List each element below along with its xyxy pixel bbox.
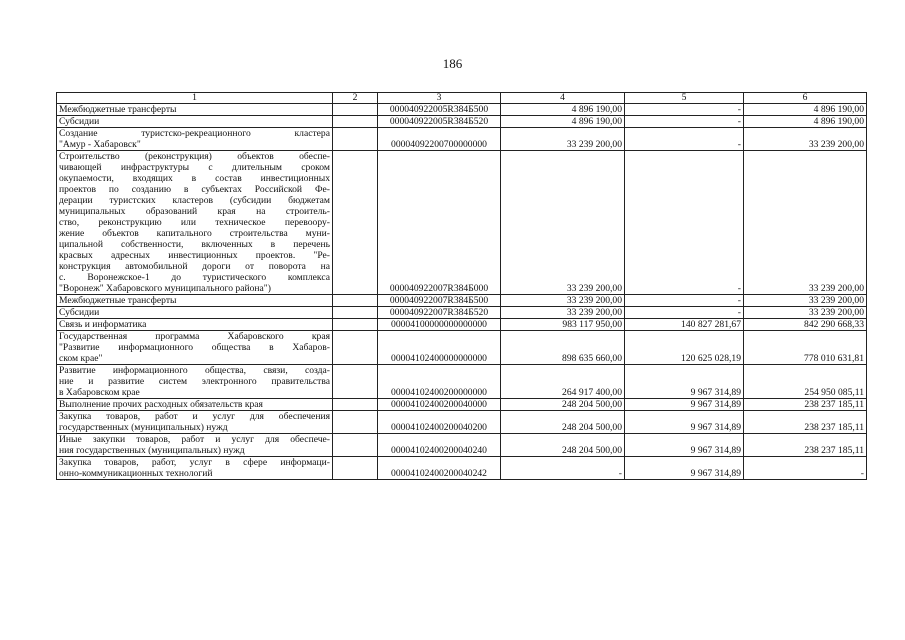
row-name-line: ском крае": [59, 353, 103, 364]
row-value-4: 264 917 400,00: [501, 365, 625, 399]
row-name: [57, 457, 333, 480]
row-value-6: 33 239 200,00: [744, 151, 867, 295]
row-value-6: 778 010 631,81: [744, 331, 867, 365]
row-value-4: 4 896 190,00: [501, 116, 625, 128]
row-value-5: -: [625, 128, 744, 151]
row-value-6: 238 237 185,11: [744, 411, 867, 434]
row-col2: [333, 104, 378, 116]
row-value-4: 248 204 500,00: [501, 399, 625, 411]
row-name-line: "Развитие информационного общества в Хабаров-: [59, 342, 330, 353]
row-value-5: 9 967 314,89: [625, 457, 744, 480]
row-value-5: 9 967 314,89: [625, 411, 744, 434]
row-name-line: Субсидии: [59, 116, 100, 127]
row-name-line: государственных (муниципальных) нужд: [59, 422, 228, 433]
row-name-line: "Воронеж" Хабаровского муниципального района"): [59, 283, 271, 294]
row-name: [57, 295, 333, 307]
column-header-4: 4: [501, 93, 625, 104]
row-col2: [333, 399, 378, 411]
row-name: [57, 319, 333, 331]
row-name: [57, 151, 333, 295]
row-col2: [333, 411, 378, 434]
row-value-4: 33 239 200,00: [501, 295, 625, 307]
row-col2: [333, 307, 378, 319]
row-col2: [333, 331, 378, 365]
column-header-1: 1: [57, 93, 333, 104]
row-value-5: 140 827 281,67: [625, 319, 744, 331]
column-header-2: 2: [333, 93, 378, 104]
row-name-line: ния государственных (муниципальных) нужд: [59, 445, 245, 456]
row-name-line: окупаемости, входящих в состав инвестиционных: [59, 173, 330, 184]
row-name: [57, 331, 333, 365]
row-name-line: "Амур - Хабаровск": [59, 139, 141, 150]
row-value-4: 4 896 190,00: [501, 104, 625, 116]
row-col2: [333, 295, 378, 307]
row-name-line: чивающей инфраструктуры с длительным сроком: [59, 162, 330, 173]
row-col2: [333, 434, 378, 457]
table-body: [57, 104, 867, 480]
row-name-line: Субсидии: [59, 307, 100, 318]
table-row: [57, 116, 867, 128]
row-value-4: -: [501, 457, 625, 480]
row-code: 00004102400000000000: [378, 331, 501, 365]
row-name-line: в Хабаровском крае: [59, 387, 140, 398]
column-header-3: 3: [378, 93, 501, 104]
row-col2: [333, 128, 378, 151]
row-code: 000040922005R384Б500: [378, 104, 501, 116]
row-code: 000040922005R384Б520: [378, 116, 501, 128]
row-name: [57, 411, 333, 434]
row-name-line: Закупка товаров, работ и услуг для обеспечения: [59, 411, 330, 422]
table-row: [57, 399, 867, 411]
table-row: [57, 457, 867, 480]
row-value-4: 248 204 500,00: [501, 411, 625, 434]
row-name: [57, 365, 333, 399]
row-col2: [333, 457, 378, 480]
row-name-line: Государственная программа Хабаровского края: [59, 331, 330, 342]
row-code: 000040922007R384Б520: [378, 307, 501, 319]
row-code: 00004102400200040240: [378, 434, 501, 457]
row-name-line: муниципальных образований края на строитель-: [59, 206, 330, 217]
row-col2: [333, 365, 378, 399]
row-code: 00004102400200000000: [378, 365, 501, 399]
row-name: [57, 434, 333, 457]
row-value-6: 238 237 185,11: [744, 434, 867, 457]
row-name-line: Иные закупки товаров, работ и услуг для обеспече-: [59, 434, 330, 445]
row-name: [57, 104, 333, 116]
row-name-line: Межбюджетные трансферты: [59, 295, 177, 306]
row-value-5: -: [625, 116, 744, 128]
row-value-6: 4 896 190,00: [744, 104, 867, 116]
row-name-line: ципальной собственности, включенных в перечень: [59, 239, 330, 250]
row-value-5: -: [625, 151, 744, 295]
row-value-4: 33 239 200,00: [501, 151, 625, 295]
row-name-line: Межбюджетные трансферты: [59, 104, 177, 115]
row-name-line: жение объектов капитального строительства муни-: [59, 228, 330, 239]
row-value-6: 842 290 668,33: [744, 319, 867, 331]
table-row: [57, 411, 867, 434]
table-row: [57, 307, 867, 319]
column-header-5: 5: [625, 93, 744, 104]
table-row: [57, 151, 867, 295]
row-name-line: Развитие информационного общества, связи, созда-: [59, 365, 330, 376]
page-number: 186: [442, 56, 463, 71]
row-value-6: 33 239 200,00: [744, 295, 867, 307]
row-value-5: 9 967 314,89: [625, 434, 744, 457]
row-name-line: Строительство (реконструкция) объектов обеспе-: [59, 151, 330, 162]
row-value-6: 4 896 190,00: [744, 116, 867, 128]
column-header-6: 6: [744, 93, 867, 104]
row-name-line: проектов по созданию в субъектах Российской Фе-: [59, 184, 330, 195]
row-name-line: с. Воронежское-1 до туристического комплекса: [59, 272, 330, 283]
row-name-line: Закупка товаров, работ, услуг в сфере информаци-: [59, 457, 330, 468]
row-value-6: 33 239 200,00: [744, 128, 867, 151]
row-col2: [333, 319, 378, 331]
row-value-6: 33 239 200,00: [744, 307, 867, 319]
row-value-6: -: [744, 457, 867, 480]
row-value-6: 238 237 185,11: [744, 399, 867, 411]
row-code: 00004102400200040200: [378, 411, 501, 434]
row-name-line: Связь и информатика: [59, 319, 147, 330]
row-name-line: конструкция автомобильной дороги от поворота на: [59, 261, 330, 272]
row-name-line: ние и развитие систем электронного правительства: [59, 376, 330, 387]
row-name-line: ство, реконструкцию или техническое перевоору-: [59, 217, 330, 228]
row-code: 000040922007R384Б500: [378, 295, 501, 307]
row-value-4: 33 239 200,00: [501, 307, 625, 319]
row-value-4: 983 117 950,00: [501, 319, 625, 331]
row-value-5: 9 967 314,89: [625, 399, 744, 411]
row-col2: [333, 151, 378, 295]
row-name-line: онно-коммуникационных технологий: [59, 468, 213, 479]
row-value-5: -: [625, 307, 744, 319]
row-value-5: 9 967 314,89: [625, 365, 744, 399]
row-value-5: -: [625, 104, 744, 116]
budget-table: [56, 92, 867, 480]
row-code: 000040922007R384Б000: [378, 151, 501, 295]
table-row: [57, 365, 867, 399]
table-row: [57, 295, 867, 307]
table-row: [57, 331, 867, 365]
row-name-line: красвых адресных инвестиционных проектов. "Ре-: [59, 250, 330, 261]
row-code: 00004100000000000000: [378, 319, 501, 331]
table-header-row: [57, 93, 867, 104]
row-code: 00004092200700000000: [378, 128, 501, 151]
row-name: [57, 128, 333, 151]
row-value-6: 254 950 085,11: [744, 365, 867, 399]
row-name: [57, 116, 333, 128]
row-value-4: 898 635 660,00: [501, 331, 625, 365]
row-value-4: 33 239 200,00: [501, 128, 625, 151]
row-code: 00004102400200040000: [378, 399, 501, 411]
table-row: [57, 128, 867, 151]
row-col2: [333, 116, 378, 128]
row-name: [57, 307, 333, 319]
table-row: [57, 104, 867, 116]
row-value-5: 120 625 028,19: [625, 331, 744, 365]
row-name-line: дерации туристских кластеров (субсидии бюджетам: [59, 195, 330, 206]
row-value-5: -: [625, 295, 744, 307]
table-row: [57, 319, 867, 331]
row-value-4: 248 204 500,00: [501, 434, 625, 457]
row-name-line: Создание туристско-рекреационного кластера: [59, 128, 330, 139]
row-code: 00004102400200040242: [378, 457, 501, 480]
table-row: [57, 434, 867, 457]
row-name: [57, 399, 333, 411]
row-name-line: Выполнение прочих расходных обязательств края: [59, 399, 263, 410]
